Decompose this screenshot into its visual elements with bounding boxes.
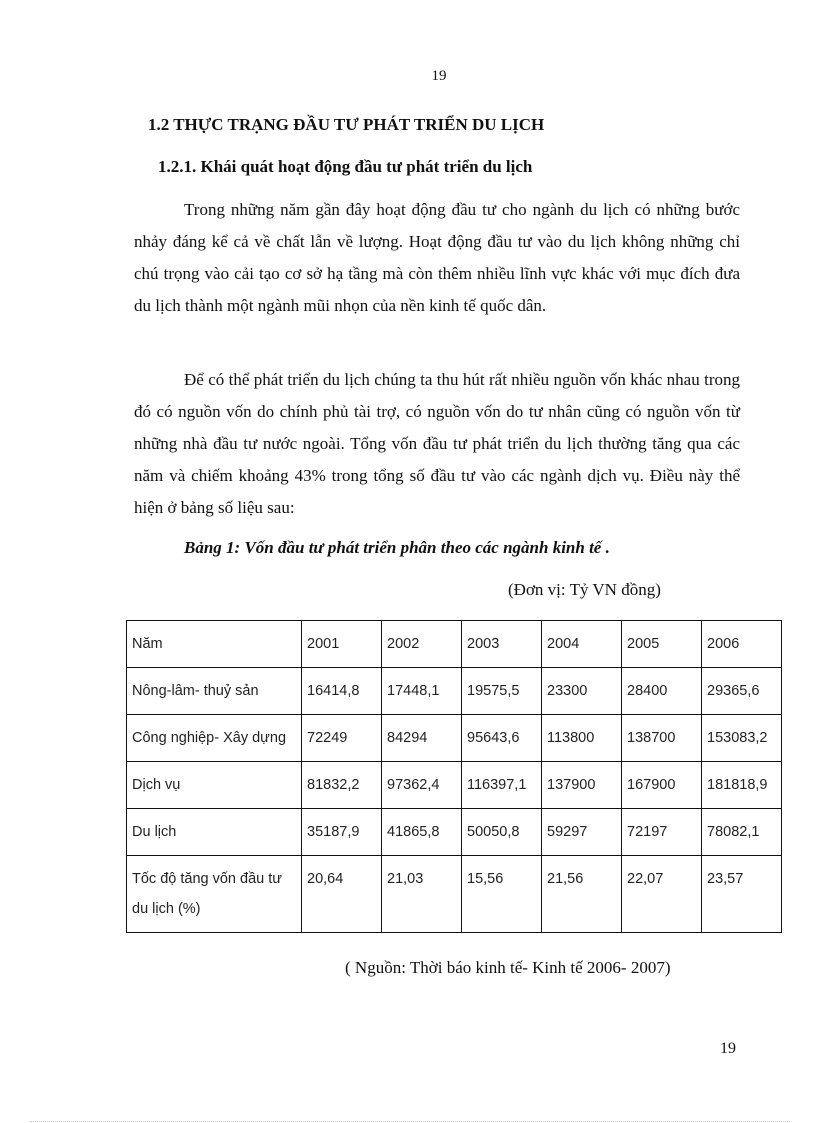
table-header-cell: 2006 (702, 621, 782, 668)
table-cell: 22,07 (622, 856, 702, 933)
table-cell: 21,03 (382, 856, 462, 933)
table-cell: Dịch vụ (127, 762, 302, 809)
table-cell: 20,64 (302, 856, 382, 933)
table-cell: 97362,4 (382, 762, 462, 809)
table-row (127, 668, 782, 715)
table-header-cell: 2005 (622, 621, 702, 668)
table-cell: Du lịch (127, 809, 302, 856)
table-caption: Bảng 1: Vốn đầu tư phát triển phân theo các ngành kinh tế . (184, 538, 610, 557)
table-cell: Tốc độ tăng vốn đầu tư du lịch (%) (127, 856, 302, 933)
table-row (127, 856, 782, 933)
table-cell: 19575,5 (462, 668, 542, 715)
table-cell: 72249 (302, 715, 382, 762)
paragraph-1-text: Trong những năm gần đây hoạt động đầu tư cho ngành du lịch có những bước nhảy đáng kể cả về chất lẫn về lượng. Hoạt động đầu tư vào du lịch không những chỉ chú trọng vào cải tạo cơ sở hạ tầng mà còn thêm nhiều lĩnh vực khác với mục đích đưa du lịch thành một ngành mũi nhọn của nền kinh tế quốc dân. (134, 200, 740, 315)
table-header-cell: 2003 (462, 621, 542, 668)
table-cell: 41865,8 (382, 809, 462, 856)
table-cell: 50050,8 (462, 809, 542, 856)
table-header-row (127, 621, 782, 668)
table-cell: Công nghiệp- Xây dựng (127, 715, 302, 762)
table-cell: 23300 (542, 668, 622, 715)
table-row (127, 762, 782, 809)
unit-note: (Đơn vị: Tỷ VN đồng) (508, 580, 661, 599)
table-row (127, 809, 782, 856)
table-cell: 116397,1 (462, 762, 542, 809)
section-heading: 1.2 THỰC TRẠNG ĐẦU TƯ PHÁT TRIỂN DU LỊCH (148, 115, 545, 134)
table-cell: 167900 (622, 762, 702, 809)
table-cell: 28400 (622, 668, 702, 715)
table-cell: 78082,1 (702, 809, 782, 856)
table-header-cell: 2004 (542, 621, 622, 668)
table-header-cell: Năm (127, 621, 302, 668)
table-row (127, 715, 782, 762)
table-cell: 59297 (542, 809, 622, 856)
table-cell: 137900 (542, 762, 622, 809)
table-cell: 16414,8 (302, 668, 382, 715)
table-header-cell: 2002 (382, 621, 462, 668)
page-number-top: 19 (431, 68, 447, 84)
investment-table (126, 620, 782, 933)
table-cell: 81832,2 (302, 762, 382, 809)
table-cell: 29365,6 (702, 668, 782, 715)
table-cell: 21,56 (542, 856, 622, 933)
table-cell: 23,57 (702, 856, 782, 933)
table-cell: 17448,1 (382, 668, 462, 715)
table-cell: 72197 (622, 809, 702, 856)
table-cell: 95643,6 (462, 715, 542, 762)
table-cell: Nông-lâm- thuỷ sản (127, 668, 302, 715)
table-cell: 84294 (382, 715, 462, 762)
paragraph-2-text: Để có thể phát triển du lịch chúng ta thu hút rất nhiều nguồn vốn khác nhau trong đó có nguồn vốn do chính phủ tài trợ, có nguồn vốn do tư nhân cũng có nguồn vốn từ những nhà đầu tư nước ngoài. Tổng vốn đầu tư phát triển du lịch thường tăng qua các năm và chiếm khoảng 43% trong tổng số đầu tư vào các ngành dịch vụ. Điều này thể hiện ở bảng số liệu sau: (134, 370, 740, 517)
paragraph-1 (134, 194, 740, 322)
source-note: ( Nguồn: Thời báo kinh tế- Kinh tế 2006- 2007) (345, 958, 671, 977)
page-number-bottom: 19 (720, 1040, 736, 1057)
table-cell: 181818,9 (702, 762, 782, 809)
subsection-heading: 1.2.1. Khái quát hoạt động đầu tư phát triển du lịch (158, 157, 533, 176)
table-cell: 15,56 (462, 856, 542, 933)
page-footer-divider (30, 1121, 790, 1122)
table-cell: 153083,2 (702, 715, 782, 762)
table-cell: 113800 (542, 715, 622, 762)
table-cell: 35187,9 (302, 809, 382, 856)
paragraph-2 (134, 364, 740, 524)
table-header-cell: 2001 (302, 621, 382, 668)
table-cell: 138700 (622, 715, 702, 762)
